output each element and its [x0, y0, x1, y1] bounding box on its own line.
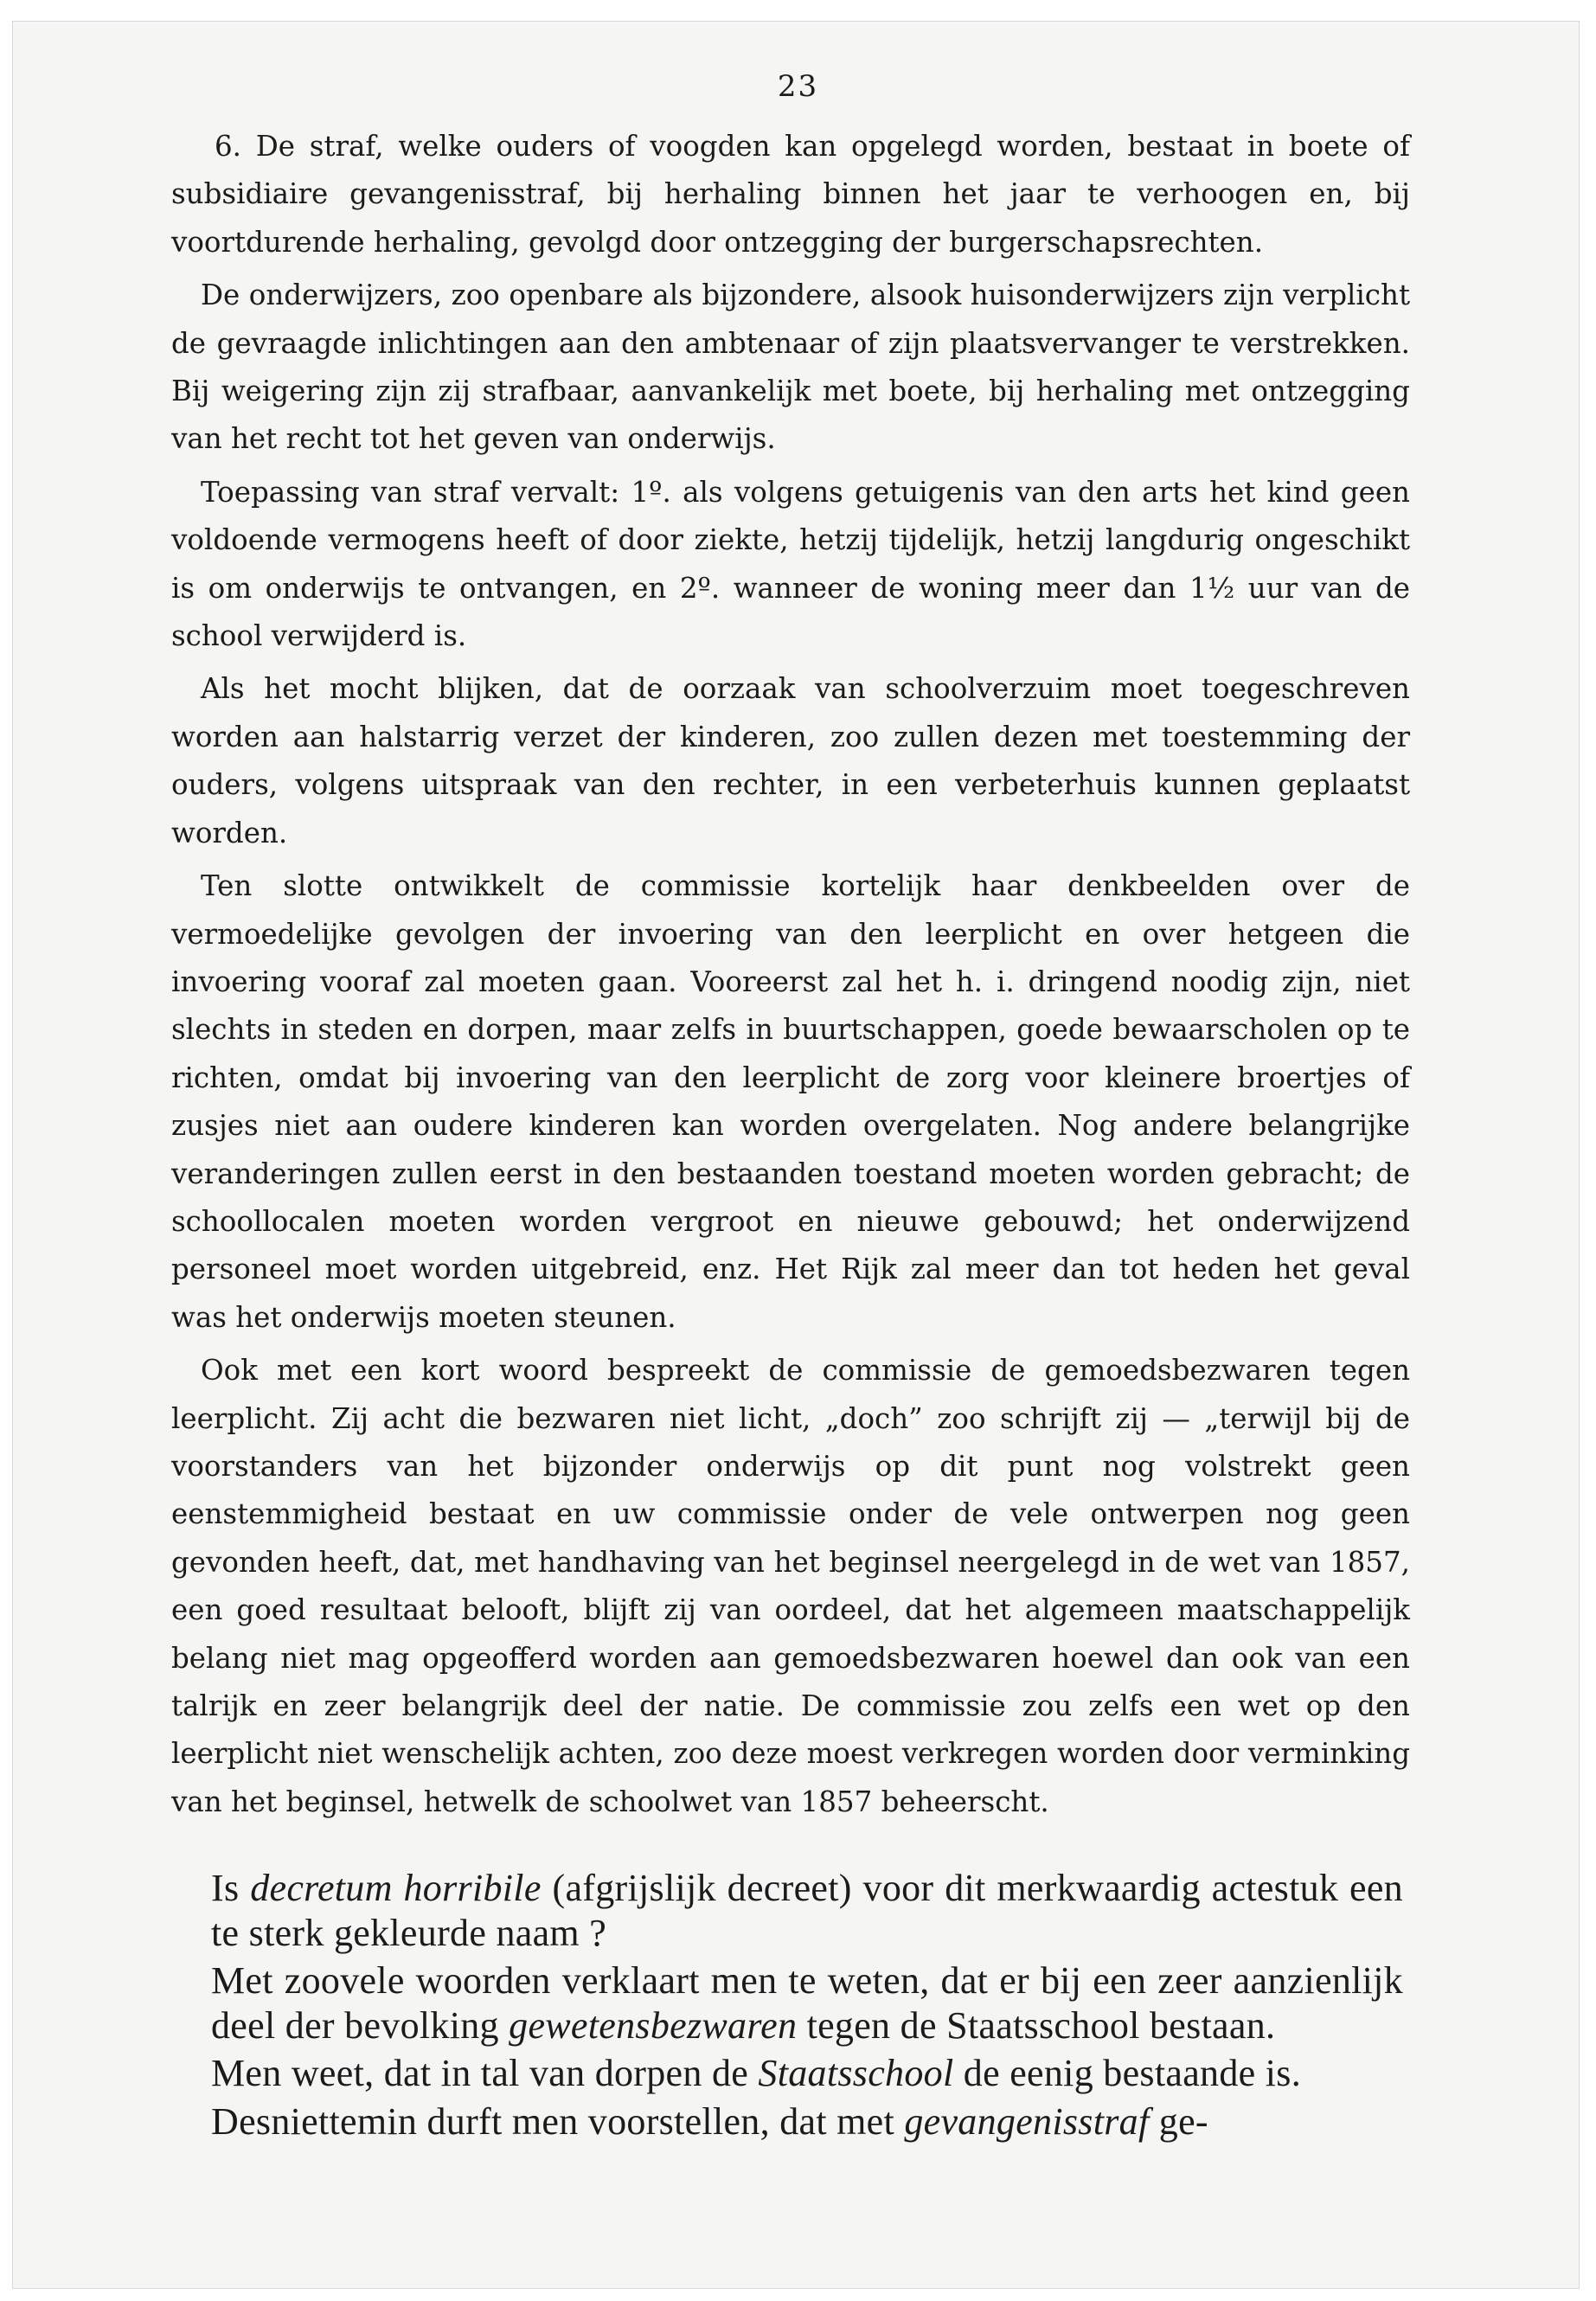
closing-paragraph — [211, 2099, 1403, 2144]
closing-paragraph — [211, 1958, 1403, 2048]
italic-run: gevangenisstraf — [904, 2099, 1150, 2143]
closing-paragraph — [211, 1866, 1403, 1955]
page-number: 23 — [777, 69, 819, 104]
paragraph: Ook met een kort woord bespreekt de commissie de gemoedsbezwaren tegen leerplicht. Zij acht die bezwaren niet licht, „doch” zoo schrijft zij — „terwijl bij de voorstanders van het bijzonder onderwijs op dit punt nog volstrekt geen eenstemmigheid bestaat en uw commissie onder de vele ontwerpen nog geen gevonden heeft, dat, met handhaving van het beginsel neergelegd in de wet van 1857, een goed resultaat belooft, blijft zij van oordeel, dat het algemeen maatschappelijk belang niet mag opgeofferd worden aan gemoedsbezwaren hoewel dan ook van een talrijk en zeer belangrijk deel der natie. De commissie zou zelfs een wet op den leerplicht niet wenschelijk achten, zoo deze moest verkregen worden door verminking van het beginsel, hetwelk de schoolwet van 1857 beheerscht. — [171, 1354, 1410, 1818]
text-run: Met zoovele woorden verklaart men te weten, dat er bij een zeer aanzienlijk deel der bevolking — [211, 1959, 1403, 2047]
text-run: de eenig bestaande is. — [953, 2052, 1302, 2094]
text-run: tegen de Staatsschool bestaan. — [797, 2003, 1276, 2047]
paragraph: De onderwijzers, zoo openbare als bijzondere, alsook huisonderwijzers zijn verplicht de gevraagde inlichtingen aan den ambtenaar of zijn plaatsvervanger te verstrekken. Bij weigering zijn zij strafbaar, aanvankelijk met boete, bij herhaling met ontzegging van het recht tot het geven van onderwijs. — [171, 279, 1410, 456]
paragraph: Ten slotte ontwikkelt de commissie kortelijk haar denkbeelden over de vermoedelijke gevolgen der invoering van den leerplicht en over hetgeen die invoering vooraf zal moeten gaan. Vooreerst zal het h. i. dringend noodig zijn, niet slechts in steden en dorpen, maar zelfs in buurtschappen, goede bewaarscholen op te richten, omdat bij invoering van den leerplicht de zorg voor kleinere broertjes of zusjes niet aan oudere kinderen kan worden overgelaten. Nog andere belangrijke veranderingen zullen eerst in den bestaanden toestand moeten worden gebracht; de schoollocalen moeten worden vergroot en nieuwe gebouwd; het onderwijzend personeel moet worden uitgebreid, enz. Het Rijk zal meer dan tot heden het geval was het onderwijs moeten steunen. — [171, 869, 1410, 1334]
text-run: Desniettemin durft men voorstellen, dat met — [211, 2099, 905, 2143]
text-run: Is — [211, 1867, 251, 1909]
italic-run: decretum horribile — [250, 1867, 542, 1909]
text-run: (afgrijslijk decreet) voor dit merkwaardig actestuk een te sterk gekleurde naam ? — [211, 1867, 1403, 1954]
italic-run: Staatsschool — [758, 2052, 954, 2094]
paragraph: Als het mocht blijken, dat de oorzaak van schoolverzuim moet toegeschreven worden aan halstarrig verzet der kinderen, zoo zullen dezen met toestemming der ouders, volgens uitspraak van den rechter, in een verbeterhuis kunnen geplaatst worden. — [171, 672, 1410, 849]
body-text — [171, 123, 1410, 1831]
closing-text — [211, 1866, 1403, 2144]
paragraph: Toepassing van straf vervalt: 1º. als volgens getuigenis van den arts het kind geen voldoende vermogens heeft of door ziekte, hetzij tijdelijk, hetzij langdurig ongeschikt is om onderwijs te ontvangen, en 2º. wanneer de woning meer dan 1½ uur van de school verwijderd is. — [171, 475, 1410, 653]
italic-run: gewetensbezwaren — [509, 2003, 798, 2047]
text-run: ge- — [1149, 2099, 1208, 2143]
paragraph: 6. De straf, welke ouders of voogden kan opgelegd worden, bestaat in boete of subsidiaire gevangenisstraf, bij herhaling binnen het jaar te verhoogen en, bij voortdurende herhaling, gevolgd door ontzegging der burgerschapsrechten. — [171, 130, 1410, 259]
closing-paragraph — [211, 2051, 1403, 2096]
text-run: Men weet, dat in tal van dorpen de — [211, 2052, 759, 2094]
